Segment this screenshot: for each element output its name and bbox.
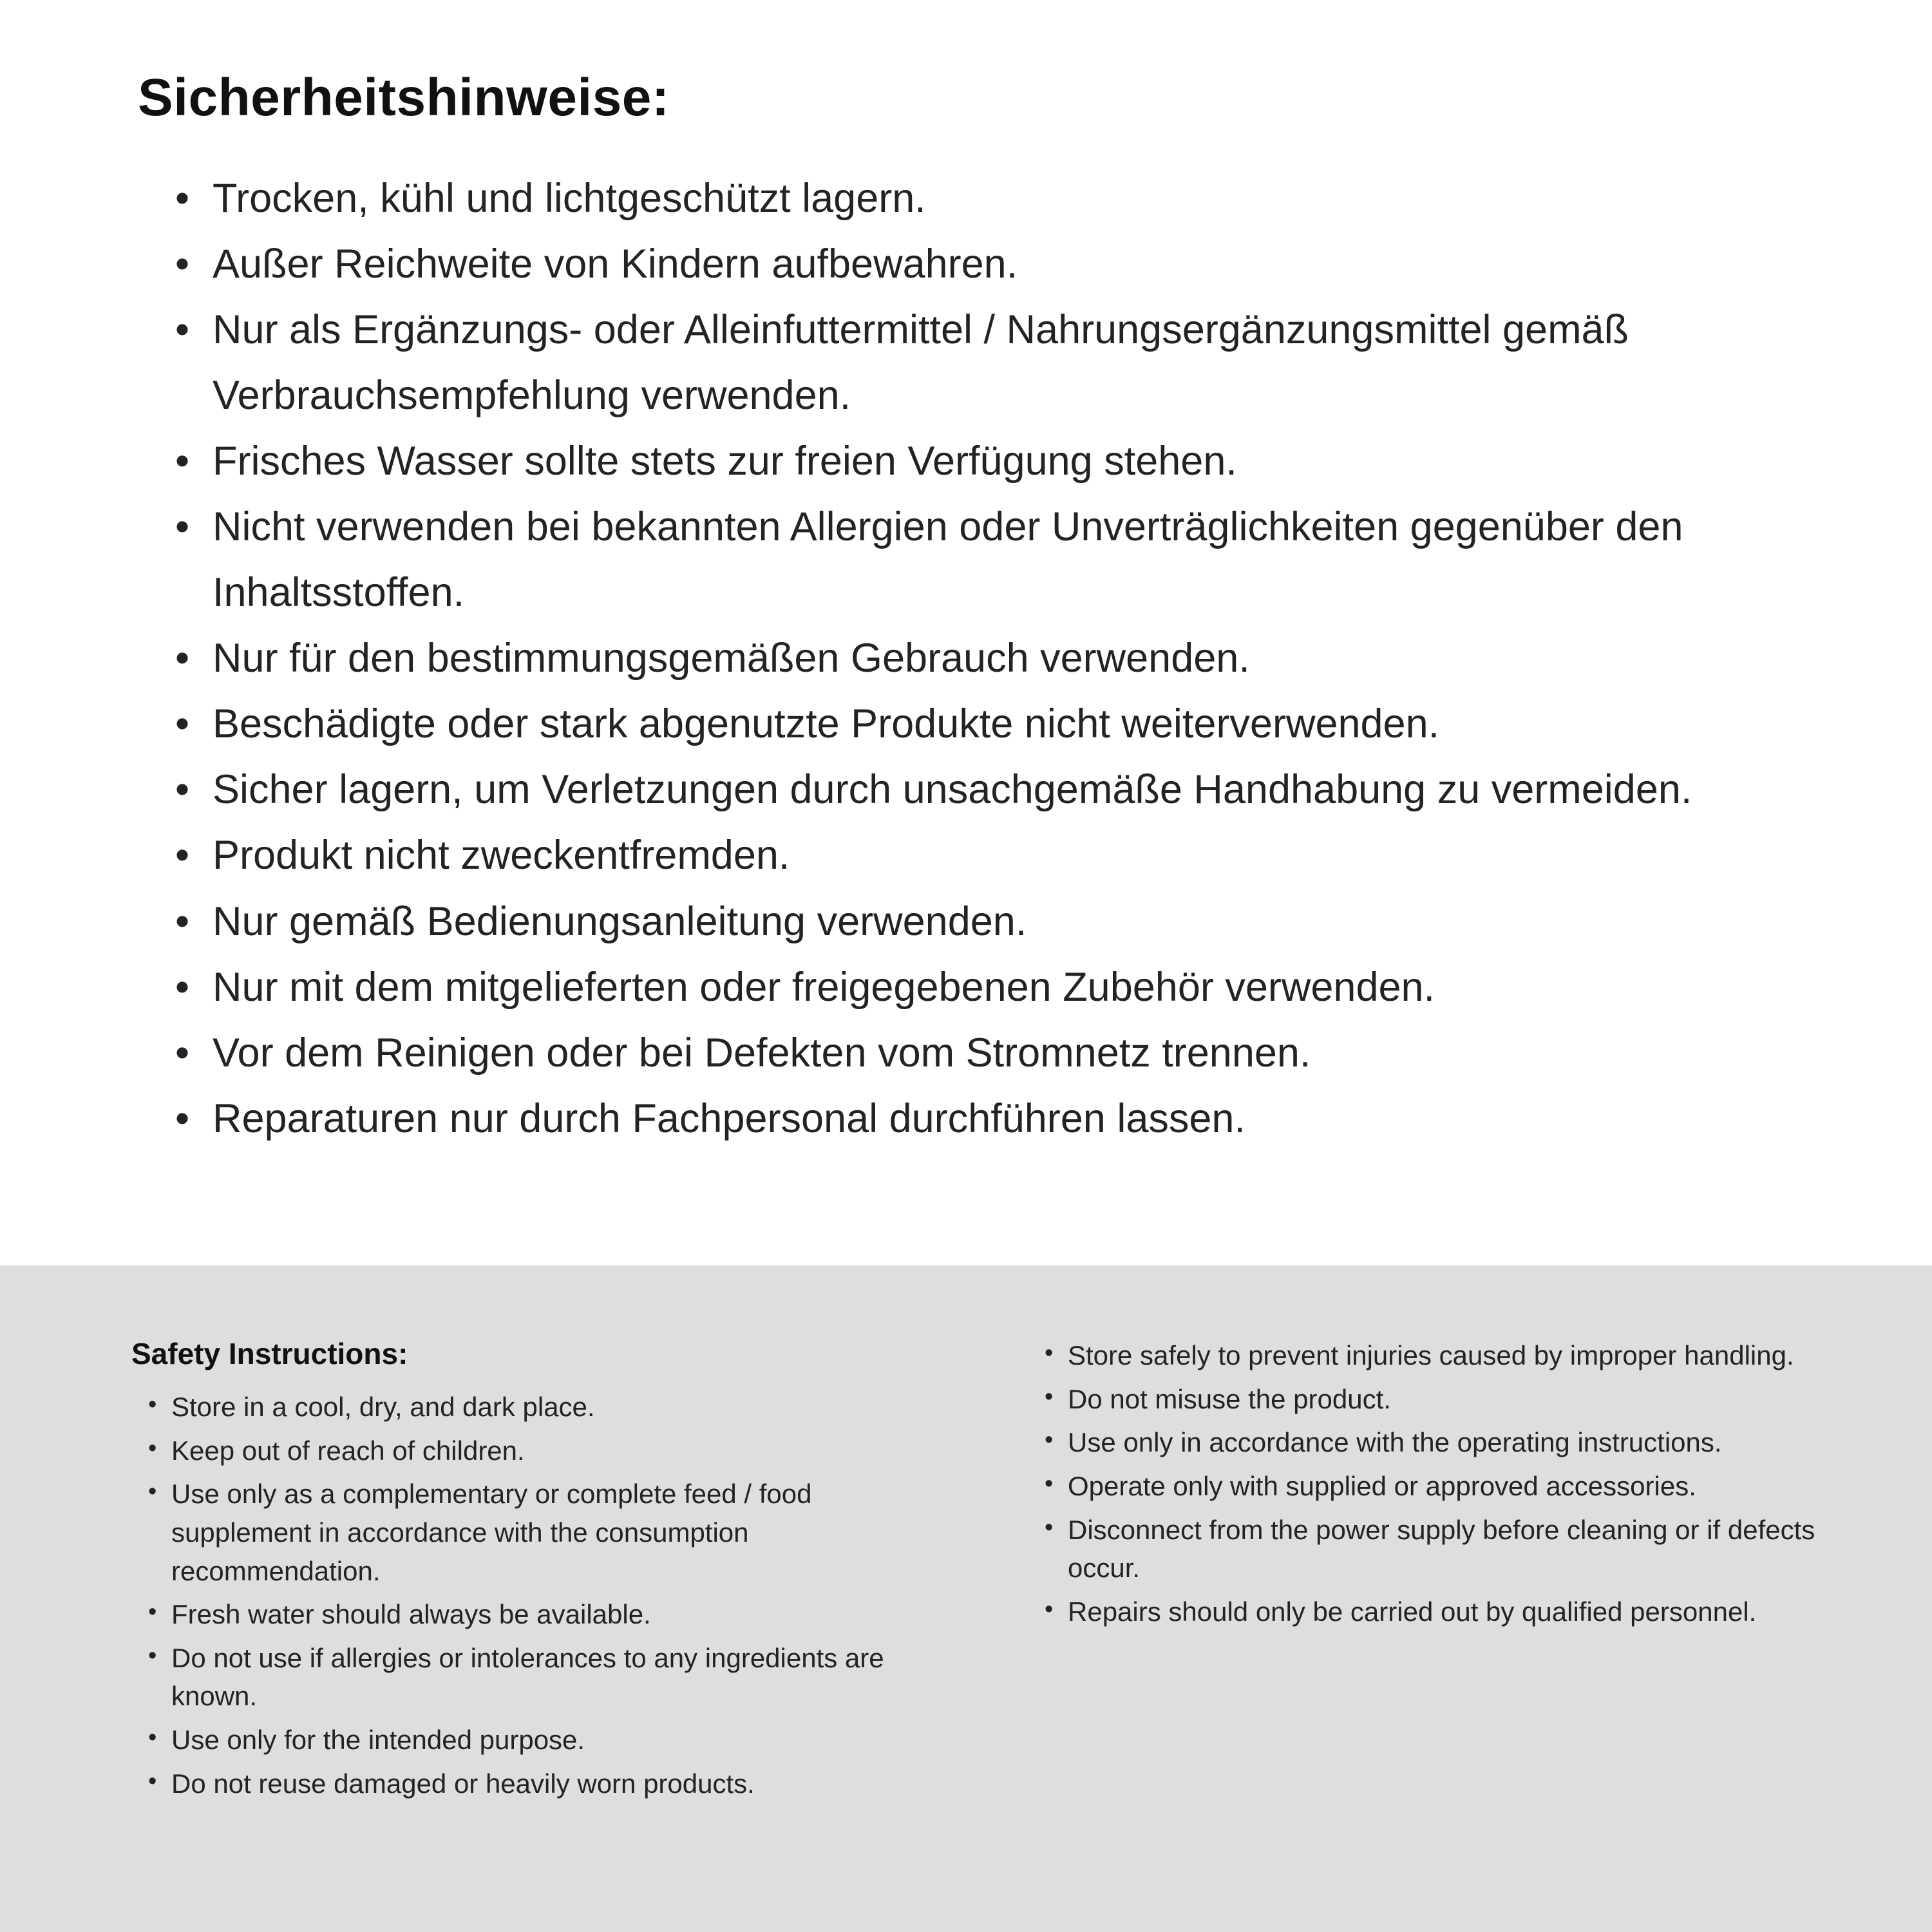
german-list-item: • Sicher lagern, um Verletzungen durch unsachgemäße Handhabung zu vermeiden. [175,757,1816,822]
english-list-item: • Do not use if allergies or intolerances to any ingredients are known. [148,1639,922,1716]
german-list-item: • Beschädigte oder stark abgenutzte Produkte nicht weiterverwenden. [175,691,1816,757]
english-list-item: • Do not misuse the product. [1045,1380,1835,1419]
german-list-item: • Vor dem Reinigen oder bei Defekten vom Stromnetz trennen. [175,1020,1816,1086]
english-title: Safety Instructions: [131,1337,408,1370]
english-list-item: • Use only for the intended purpose. [148,1721,922,1759]
german-list-item: • Trocken, kühl und lichtgeschützt lagern. [175,166,1816,231]
english-list-item: • Disconnect from the power supply before cleaning or if defects occur. [1045,1511,1835,1587]
english-list-item: • Use only in accordance with the operating instructions. [1045,1423,1835,1462]
german-list-item: • Nur für den bestimmungsgemäßen Gebrauch verwenden. [175,625,1816,691]
german-list-item: • Frisches Wasser sollte stets zur freien Verfügung stehen. [175,428,1816,494]
english-list-item: • Store safely to prevent injuries caused by improper handling. [1045,1336,1835,1375]
english-list-item: • Do not reuse damaged or heavily worn products. [148,1765,922,1803]
english-left-list [131,1388,922,1803]
german-list-item: • Reparaturen nur durch Fachpersonal durchführen lassen. [175,1086,1816,1151]
english-list-item: • Fresh water should always be available. [148,1595,922,1634]
german-list-item: • Nicht verwenden bei bekannten Allergien oder Unverträglichkeiten gegenüber den Inhaltsstoffen. [175,494,1816,625]
english-list-item: • Repairs should only be carried out by qualified personnel. [1045,1593,1835,1631]
english-left-column [131,1336,922,1893]
english-list-item: • Store in a cool, dry, and dark place. [148,1388,922,1426]
english-right-column [1045,1336,1835,1893]
english-list-item: • Keep out of reach of children. [148,1432,922,1470]
german-list-item: • Nur als Ergänzungs- oder Alleinfuttermittel / Nahrungsergänzungsmittel gemäß Verbrauchsempfehlung verwenden. [175,297,1816,428]
german-title: Sicherheitshinweise: [138,68,670,127]
german-list [138,166,1816,1151]
german-list-item: • Nur mit dem mitgelieferten oder freigegebenen Zubehör verwenden. [175,954,1816,1020]
english-list-item: • Use only as a complementary or complete feed / food supplement in accordance with the consumption recommendation. [148,1475,922,1590]
german-list-item: • Produkt nicht zweckentfremden. [175,822,1816,888]
english-right-list [1045,1336,1835,1631]
german-list-item: • Außer Reichweite von Kindern aufbewahren. [175,231,1816,297]
english-list-item: • Operate only with supplied or approved accessories. [1045,1467,1835,1506]
english-section [0,1265,1932,1932]
german-list-item: • Nur gemäß Bedienungsanleitung verwenden. [175,889,1816,954]
